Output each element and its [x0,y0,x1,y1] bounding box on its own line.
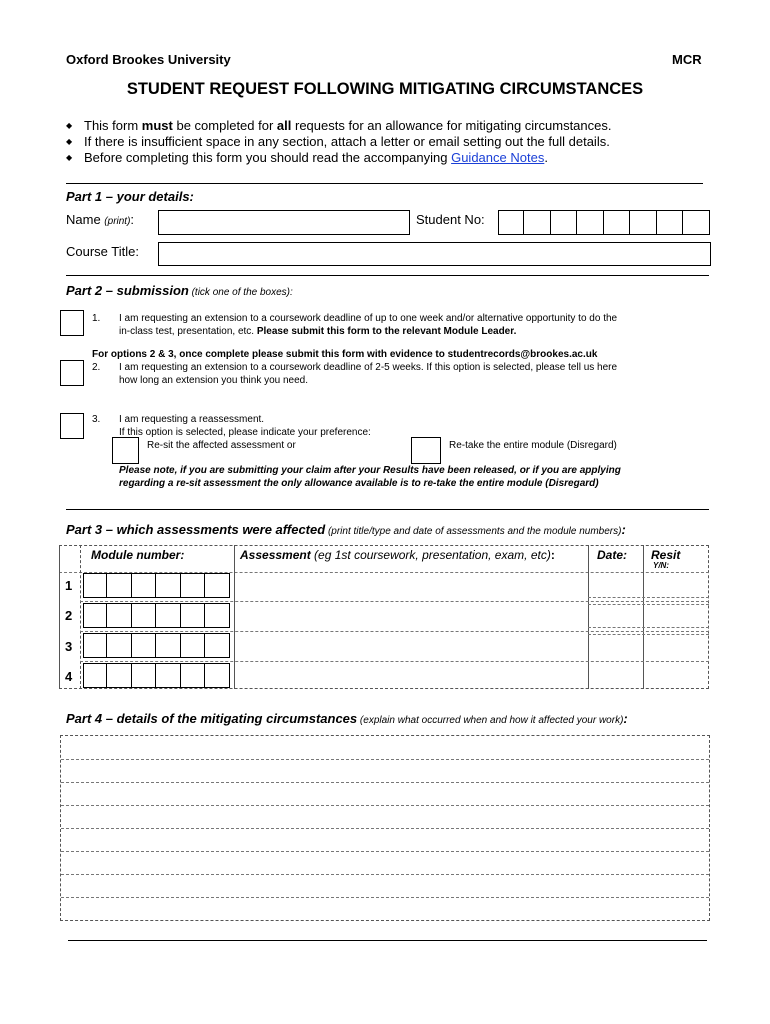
col-divider [59,545,60,689]
col-divider [588,545,589,689]
writing-line [61,828,709,829]
resit-warning: Please note, if you are submitting your claim after your Results have been released, or if you are applying regarding a re-sit assessment the only allowance available is to re-take the entire module (Disregard) [119,465,621,489]
option2-number: 2. [92,362,101,373]
name-label: Name (print): [66,212,135,227]
col-module-number: Module number: [91,548,185,562]
module-number-input-4[interactable] [83,663,230,688]
retake-label: Re-take the entire module (Disregard) [449,440,617,451]
university-name: Oxford Brookes University [66,52,231,67]
divider [66,183,703,184]
intro-bullets [66,118,611,166]
writing-line [61,897,709,898]
course-title-input[interactable] [158,242,711,266]
col-divider [234,545,235,689]
row-divider [588,604,709,605]
student-no-label: Student No: [416,212,485,227]
col-resit-yn: Y/N: [653,561,669,570]
option3-number: 3. [92,414,101,425]
resit-checkbox[interactable] [112,437,139,464]
divider [66,509,709,510]
row-divider [588,634,709,635]
assessments-table [59,545,709,689]
col-divider [80,545,81,689]
guidance-notes-link[interactable]: Guidance Notes [451,150,545,165]
bullet-must-complete: ◆ This form must be completed for all requests for an allowance for mitigating circumstances. [66,118,611,134]
col-divider [643,545,644,689]
row-divider [80,631,709,632]
student-no-input[interactable] [498,210,710,235]
options-2-3-note: For options 2 & 3, once complete please submit this form with evidence to studentrecords@brookes.ac.uk [92,349,598,360]
row-number: 3 [65,639,73,654]
option1-text: I am requesting an extension to a coursework deadline of up to one week and/or alternative opportunity to do the in-class test, presentation, etc. Please submit this form to the relevant Module Leader. [119,313,618,337]
col-assessment: Assessment (eg 1st coursework, presentation, exam, etc): [240,548,555,562]
page-title: STUDENT REQUEST FOLLOWING MITIGATING CIRCUMSTANCES [126,80,644,98]
row-divider [588,627,709,628]
writing-line [61,759,709,760]
option2-checkbox[interactable] [60,360,84,386]
footer-divider [68,940,707,941]
option3-checkbox[interactable] [60,413,84,439]
option1-number: 1. [92,313,101,324]
option2-text: I am requesting an extension to a coursework deadline of 2-5 weeks. If this option is selected, please tell us here how long an extension you think you need. [119,362,618,386]
col-date: Date: [597,548,628,562]
part1-heading: Part 1 – your details: [66,189,194,204]
row-divider [588,597,709,598]
divider [66,275,709,276]
bullet-insufficient-space: ◆ If there is insufficient space in any section, attach a letter or email setting out the full details. [66,134,611,150]
bullet-guidance: ◆ Before completing this form you should read the accompanying Guidance Notes. [66,150,611,166]
row-number: 4 [65,669,73,684]
part4-heading: Part 4 – details of the mitigating circumstances (explain what occurred when and how it affected your work): [66,711,628,726]
row-number: 1 [65,578,73,593]
module-number-input-2[interactable] [83,603,230,628]
writing-line [61,805,709,806]
part2-heading: Part 2 – submission (tick one of the boxes): [66,283,293,298]
name-input[interactable] [158,210,410,235]
module-number-input-3[interactable] [83,633,230,658]
writing-line [61,874,709,875]
option3-text: I am requesting a reassessment. If this option is selected, please indicate your preference: [119,414,371,438]
resit-label: Re-sit the affected assessment or [147,440,296,451]
col-resit: Resit [651,548,681,562]
retake-checkbox[interactable] [411,437,441,464]
circumstances-textarea[interactable] [60,735,710,921]
row-divider [80,601,709,602]
option1-checkbox[interactable] [60,310,84,336]
form-code: MCR [672,52,702,67]
course-title-label: Course Title: [66,244,139,259]
part3-heading: Part 3 – which assessments were affected (print title/type and date of assessments and the module numbers): [66,522,626,537]
writing-line [61,851,709,852]
row-number: 2 [65,608,73,623]
writing-line [61,782,709,783]
row-divider [80,661,709,662]
module-number-input-1[interactable] [83,573,230,598]
